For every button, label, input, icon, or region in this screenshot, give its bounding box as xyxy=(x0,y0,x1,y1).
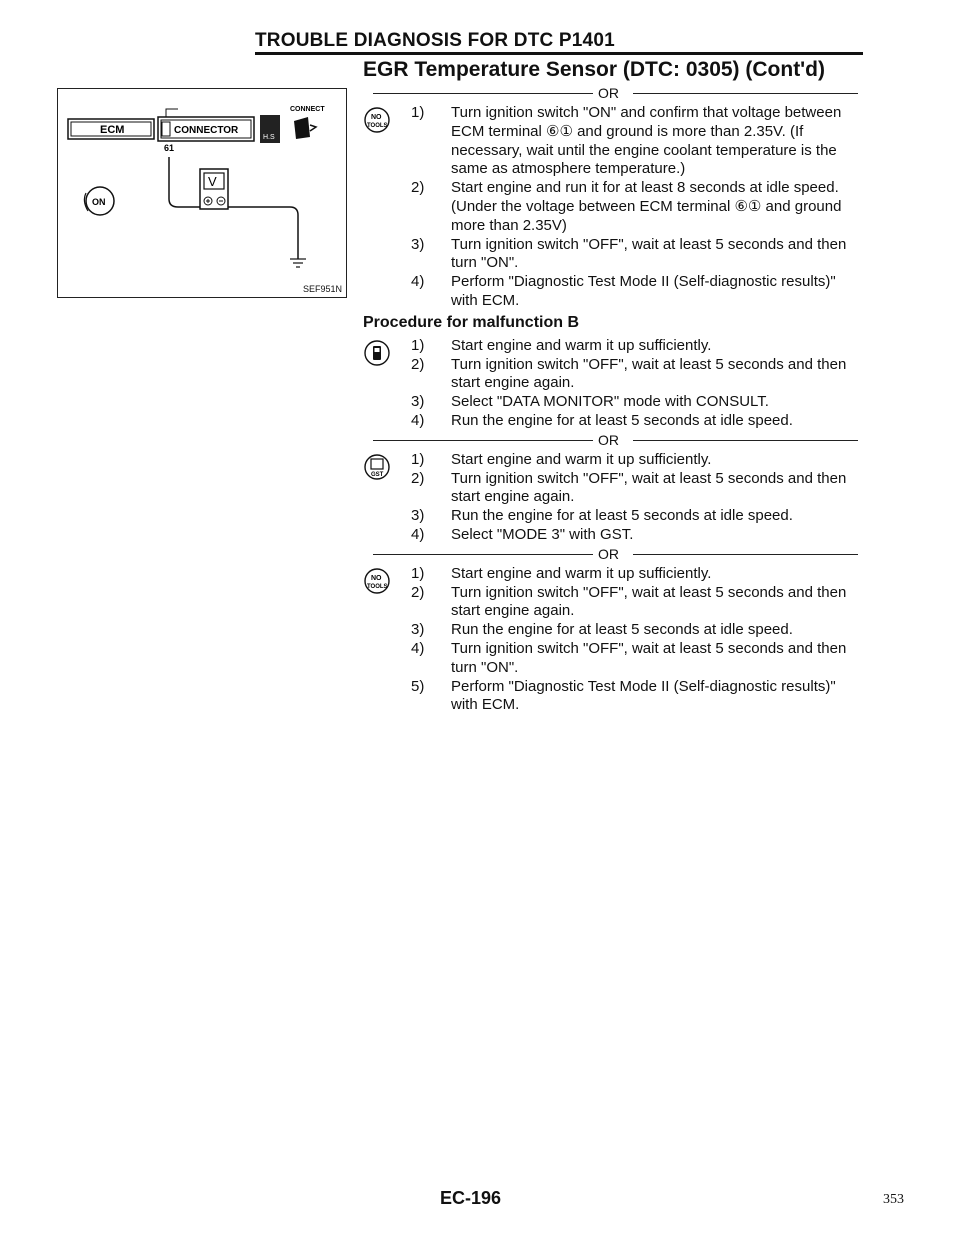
or-separator: OR xyxy=(363,431,863,449)
terminal-number: 61 xyxy=(164,143,175,153)
connect-label: CONNECT xyxy=(290,106,325,113)
no-tools-procedure-1: NO TOOLS 1) Turn ignition switch "ON" and confirm that voltage between ECM terminal ⑥① and ground is more than 2.35V. (If necessary, wait until the engine coolant temperature is the same as atmosphere temperature.) 2) Start engine and run it for at least 8 seconds at idle speed. (Under the voltage between ECM terminal ⑥① and ground more than 2.35V) 3) Turn ignition switch "OFF", wait at least 5 seconds and then turn "ON". 4) Perform "Diagnostic Test Mode II (Self-diagnostic results)" with ECM. xyxy=(363,104,863,311)
consult-procedure: 1) Start engine and warm it up sufficiently. 2) Turn ignition switch "OFF", wait at least 5 seconds and then start engine again. 3) Select "DATA MONITOR" mode with CONSULT. 4) Run the engine for at least 5 seconds at idle speed. xyxy=(363,337,863,431)
svg-text:H.S: H.S xyxy=(263,134,275,141)
svg-text:TOOLS: TOOLS xyxy=(367,123,388,129)
procedure-column xyxy=(363,84,863,715)
wiring-diagram xyxy=(58,89,345,296)
connector-label: CONNECTOR xyxy=(174,125,239,136)
svg-text:NO: NO xyxy=(371,114,382,121)
section-title: EGR Temperature Sensor (DTC: 0305) (Cont'd) xyxy=(363,58,825,81)
ecm-label: ECM xyxy=(100,124,125,136)
meter-label: V xyxy=(208,174,217,189)
no-tools-procedure-2: NO TOOLS 1) Start engine and warm it up sufficiently. 2) Turn ignition switch "OFF", wait at least 5 seconds and then start engine again. 3) Run the engine for at least 5 seconds at idle speed. 4) Turn ignition switch "OFF", wait at least 5 seconds and then turn "ON". 5) Perform "Diagnostic Test Mode II (Self-diagnostic results)" with ECM. xyxy=(363,565,863,715)
title-rule xyxy=(255,52,863,55)
svg-text:NO: NO xyxy=(371,574,382,582)
connector-pin-slot xyxy=(162,122,170,136)
or-separator: OR xyxy=(363,545,863,563)
figure-code: SEF951N xyxy=(302,284,342,294)
no-tools-icon xyxy=(363,567,391,595)
procedure-b-heading: Procedure for malfunction B xyxy=(363,313,580,331)
page-number: 353 xyxy=(883,1192,904,1207)
page-title: TROUBLE DIAGNOSIS FOR DTC P1401 xyxy=(255,30,615,51)
no-tools-icon xyxy=(363,106,391,134)
svg-text:GST: GST xyxy=(371,471,384,478)
page-code: EC-196 xyxy=(440,1188,502,1208)
consult-icon xyxy=(363,339,391,367)
or-separator: OR xyxy=(363,84,863,102)
gst-icon xyxy=(363,453,391,481)
svg-text:ON: ON xyxy=(92,197,106,207)
connect-icon xyxy=(294,117,310,139)
gst-procedure: GST 1) Start engine and warm it up sufficiently. 2) Turn ignition switch "OFF", wait at least 5 seconds and then start engine again. 3) Run the engine for at least 5 seconds at idle speed. 4) Select "MODE 3" with GST. xyxy=(363,451,863,545)
wiring-diagram-figure xyxy=(57,88,347,298)
svg-text:TOOLS: TOOLS xyxy=(367,583,388,590)
